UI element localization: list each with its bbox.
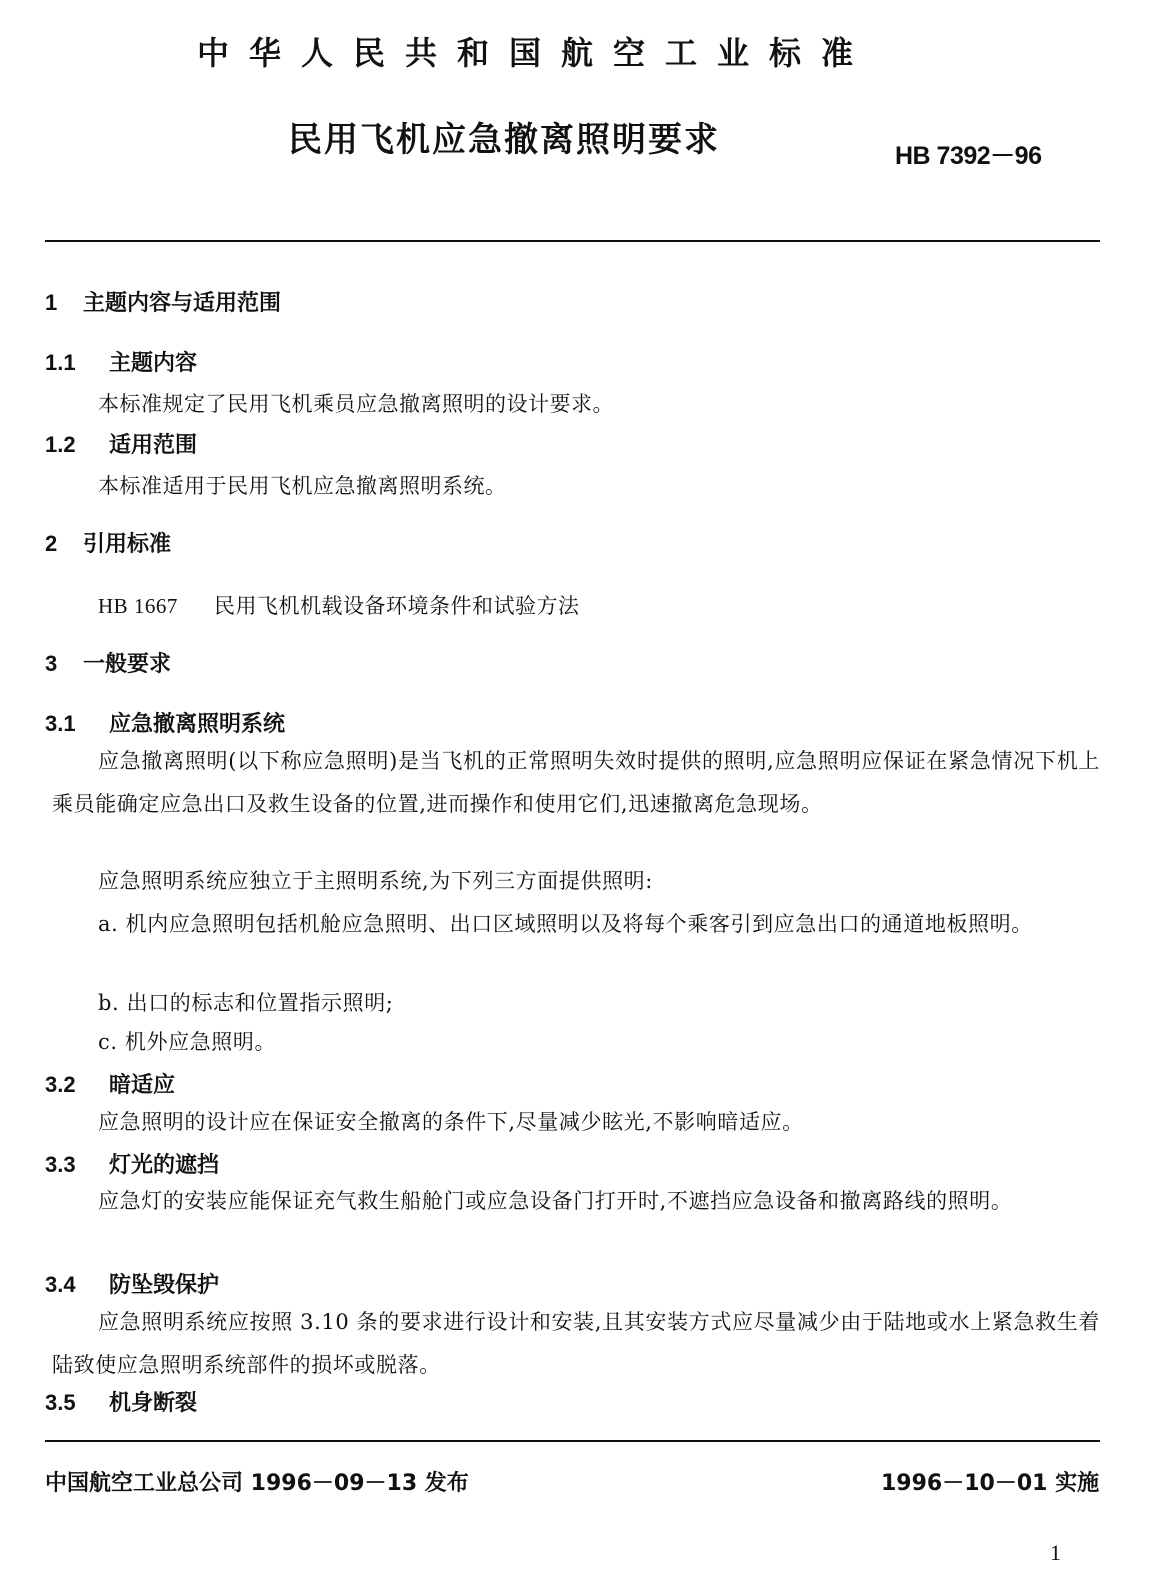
section-title: 主题内容与适用范围: [83, 291, 282, 316]
section-number: 2: [45, 531, 58, 556]
section-1-heading: [45, 286, 281, 317]
section-3-1-paragraph-1: 应急撤离照明(以下称应急照明)是当飞机的正常照明失效时提供的照明,应急照明应保证在紧急情况下机上乘员能确定应急出口及救生设备的位置,进而操作和使用它们,迅速撤离危急现场。: [52, 749, 1100, 816]
section-title: 一般要求: [83, 652, 172, 677]
section-title: 应急撤离照明系统: [109, 712, 286, 737]
section-number: 3.1: [45, 711, 76, 736]
reference-title: 民用飞机机载设备环境条件和试验方法: [214, 594, 580, 618]
section-title: 防坠毁保护: [109, 1273, 220, 1298]
header-divider: [45, 240, 1100, 242]
section-number: 3.5: [45, 1390, 76, 1415]
document-number: HB 7392－96: [895, 142, 1042, 170]
section-number: 1.1: [45, 350, 76, 375]
section-number: 3: [45, 651, 58, 676]
section-number: 3.2: [45, 1072, 76, 1097]
section-3-1-paragraph-2: 应急照明系统应独立于主照明系统,为下列三方面提供照明:: [98, 869, 653, 893]
document-title: 民用飞机应急撤离照明要求: [288, 120, 720, 160]
referenced-standard: [98, 590, 580, 620]
section-3-3-text: 应急灯的安装应能保证充气救生船舱门或应急设备门打开时,不遮挡应急设备和撤离路线的照明。: [98, 1189, 1013, 1213]
section-3-2-heading: [45, 1068, 175, 1099]
section-number: 3.3: [45, 1152, 76, 1177]
section-3-1-item-b: b. 出口的标志和位置指示照明;: [98, 991, 394, 1015]
page-number: 1: [1050, 1540, 1061, 1565]
section-number: 3.4: [45, 1272, 76, 1297]
section-1-2-text: 本标准适用于民用飞机应急撤离照明系统。: [98, 474, 507, 498]
section-1-1-heading: [45, 346, 197, 377]
section-title: 灯光的遮挡: [109, 1153, 220, 1178]
section-number: 1: [45, 290, 58, 315]
section-title: 适用范围: [109, 433, 198, 458]
standard-title: 中华人民共和国航空工业标准: [196, 34, 873, 72]
section-3-5-heading: [45, 1386, 197, 1417]
section-title: 引用标准: [83, 532, 172, 557]
effective-date: 1996－10－01 实施: [881, 1471, 1100, 1496]
section-title: 机身断裂: [109, 1391, 198, 1416]
reference-code: HB 1667: [98, 594, 178, 618]
section-1-2-heading: [45, 428, 197, 459]
section-3-1-item-c: c. 机外应急照明。: [98, 1030, 277, 1054]
section-3-3-heading: [45, 1148, 219, 1179]
section-3-heading: [45, 647, 171, 678]
section-number: 1.2: [45, 432, 76, 457]
section-3-4-text: 应急照明系统应按照 3.10 条的要求进行设计和安装,且其安装方式应尽量减少由于陆地或水上紧急救生着陆致使应急照明系统部件的损坏或脱落。: [52, 1310, 1100, 1377]
footer-divider: [45, 1440, 1100, 1442]
section-title: 暗适应: [109, 1073, 176, 1098]
section-3-1-heading: [45, 707, 285, 738]
section-3-1-item-a: a. 机内应急照明包括机舱应急照明、出口区域照明以及将每个乘客引到应急出口的通道地板照明。: [98, 912, 1033, 936]
section-3-2-text: 应急照明的设计应在保证安全撤离的条件下,尽量减少眩光,不影响暗适应。: [98, 1110, 804, 1134]
section-title: 主题内容: [109, 351, 198, 376]
section-1-1-text: 本标准规定了民用飞机乘员应急撤离照明的设计要求。: [98, 392, 614, 416]
issue-date: 中国航空工业总公司 1996－09－13 发布: [45, 1471, 469, 1496]
section-2-heading: [45, 527, 171, 558]
section-3-4-heading: [45, 1268, 219, 1299]
